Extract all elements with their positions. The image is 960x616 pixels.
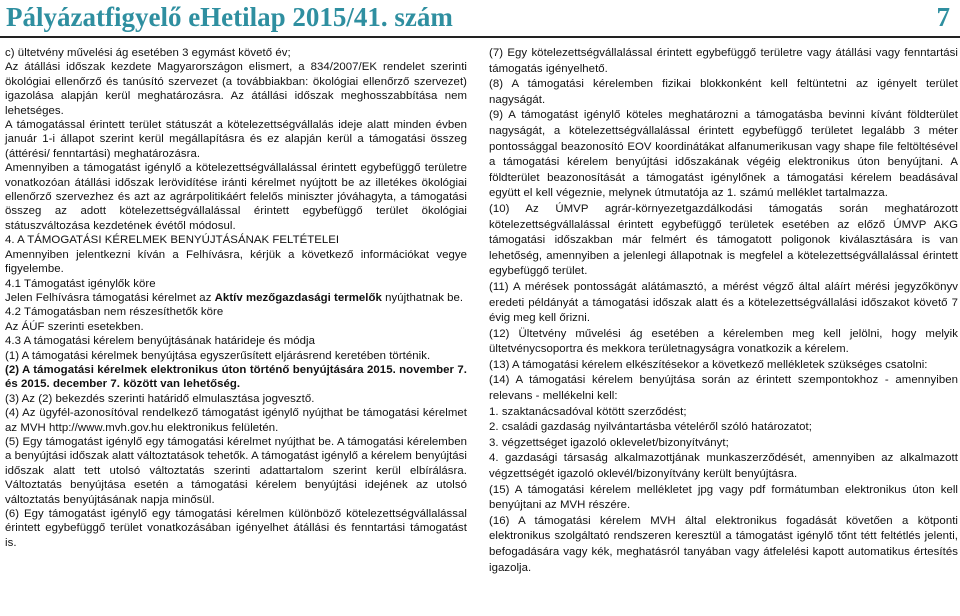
- paragraph: (12) Ültetvény művelési ág esetében a kérelemben meg kell jelölni, hogy melyik ültetvénycsoportra és mekkora területnagyságra vonatkozik a kérelem.: [489, 327, 958, 356]
- paragraph: (11) A mérések pontosságát alátámasztó, a mérést végző által aláírt mérési jegyzőkönyv eredeti példányát a támogatási időszak alatt és a kötelezettségvállalási időszakot követő 7 évig meg kell őrizni.: [489, 280, 958, 325]
- paragraph: (13) A támogatási kérelem elkészítésekor a következő mellékletek szükséges csatolni:: [489, 358, 928, 371]
- paragraph: Amennyiben jelentkezni kíván a Felhívásra, kérjük a következő információkat vegye figyelembe.: [5, 248, 467, 276]
- paragraph: (14) A támogatási kérelem benyújtása során az érintett szempontokhoz - amennyiben relevans - mellékelni kell:: [489, 374, 958, 403]
- list-item: 4. gazdasági társaság alkalmazottjának munkaszerződését, amennyiben az alkalmazott végzettségét igazoló oklevél/bizonyítvány került benyújtásra.: [489, 452, 958, 481]
- paragraph: (1) A támogatási kérelmek benyújtása egyszerűsített eljárásrend keretében történik.: [5, 349, 431, 362]
- paragraph: (4) Az ügyfél-azonosítóval rendelkező támogatást igénylő nyújthat be támogatási kérelmet az MVH http://www.mvh.gov.hu elektronikus felületén.: [5, 407, 467, 434]
- list-item: 2. családi gazdaság nyilvántartásba vételéről szóló határozatot;: [489, 421, 812, 434]
- paragraph: Jelen Felhívásra támogatási kérelmet az Aktív mezőgazdasági termelők nyújthatnak be.: [5, 291, 464, 304]
- list-item: 3. végzettséget igazoló oklevelet/bizonyítványt;: [489, 436, 729, 449]
- paragraph: A támogatással érintett terület státuszát a kötelezettségvállalás ideje alatt minden évben január 1-i állapot szerint kerül megállapításra és ez alapján kerül a támogatási összeg (áttérési/ fenntartási) meghatározásra.: [5, 119, 467, 160]
- subsection-heading: 4.3 A támogatási kérelem benyújtásának határideje és módja: [5, 335, 316, 348]
- paragraph: (10) Az ÚMVP agrár-környezetgazdálkodási támogatás során meghatározott kötelezettségvállalással érintett egybefüggő területek esetében az előző ÚMVP AKG támogatási időszakban már felmért és támogatott poligonok kiválasztására is van lehetőség, amennyiben a jelenlegi állapotnak is megfelel a kötelezettségvállalással érintett egybefüggő terület.: [489, 202, 958, 278]
- subsection-heading: 4.2 Támogatásban nem részesíthetők köre: [5, 306, 224, 319]
- page-header: [0, 0, 960, 38]
- list-item: 1. szaktanácsadóval kötött szerződést;: [489, 405, 687, 418]
- paragraph: (5) Egy támogatást igénylő egy támogatási kérelmet nyújthat be. A támogatási kérelemben a benyújtási időszak alatt változtatások tehetők. A támogatást igénylő a kérelem benyújtási időszak alatt tett utolsó változtatás szerinti adattartalom szerint kerül elbírálásra. Változtatás benyújtása esetén a támogatási kérelem benyújtási idejének az utolsó változtatás benyújtásának napja minősül.: [5, 435, 467, 506]
- paragraph: (7) Egy kötelezettségvállalással érintett egybefüggő területre vagy átállási vagy fenntartási támogatás igényelhető.: [489, 47, 958, 75]
- deadline-paragraph: (2) A támogatási kérelmek elektronikus úton történő benyújtására 2015. november 7. és 2015. december 7. között van lehetőség.: [5, 363, 467, 391]
- paragraph: Amennyiben a támogatást igénylő a kötelezettségvállalással érintett egybefüggő területre vonatkozóan átállási időszak lerövidítése iránti kérelmet nyújtott be az illetékes ökológiai ellenőrző szervezhez és azt az agrárpolitikáért felelős miniszter jóváhagyta, a támogatási összeg az adott kötelezettségvállalással érintett egybefüggő terület ökológiai státuszváltozása kezdetének évétől módosul.: [5, 162, 467, 232]
- paragraph: Az átállási időszak kezdete Magyarországon elismert, a 834/2007/EK rendelet szerinti ökológiai ellenőrző és tanúsító szervezet (a továbbiakban: ökológiai ellenőrző szervezet) igazolása alapján kerül meghatározásra. Az átállási időszak meghosszabbítása nem lehetséges.: [5, 61, 467, 117]
- paragraph: Az ÁÚF szerinti esetekben.: [5, 320, 144, 333]
- paragraph: (9) A támogatást igénylő köteles meghatározni a támogatásba bevinni kívánt földterület nagyságát, a kötelezettségvállalással érintett egybefüggő területet legalább 3 méter pontossággal beazonosító EOV koordinátákat alfanumerikusan vagy shape file feltöltésével a támogatási kérelem benyújtási időszakának végéig elektronikus úton benyújtani. A földterület beazonosítását a támogatást igénylőnek a támogatási kérelem beadásával együtt el kell végeznie, melynek útmutatója az 1. számú melléklet tartalmazza.: [489, 109, 958, 200]
- paragraph: (16) A támogatási kérelem MVH által elektronikus fogadását követően a kötponti elektronikus szolgáltató rendszeren keresztül a támogatást igénylő tőnt tétt feltétlés jelenti, befogadására vagy kék, meghatásról tanyában vagy átfelelési kapott automatikus értesítés igazolja.: [489, 514, 958, 574]
- right-column: [489, 46, 958, 576]
- subsection-heading: 4.1 Támogatást igénylők köre: [5, 277, 156, 290]
- emphasis: Aktív mezőgazdasági termelők: [214, 291, 382, 304]
- left-column: [5, 46, 467, 550]
- paragraph: (6) Egy támogatást igénylő egy támogatási kérelmen különböző kötelezettségvállalással érintett egybefüggő terület vonatkozásában igényelhet átállási és fenntartási támogatást is.: [5, 508, 467, 549]
- paragraph: (3) Az (2) bekezdés szerinti határidő elmulasztása jogvesztő.: [5, 392, 315, 405]
- page-number: 7: [936, 2, 950, 32]
- paragraph: (8) A támogatási kérelemben fizikai blokkonként kell feltüntetni az igényelt terület nagyságát.: [489, 78, 958, 106]
- section-heading: 4. A TÁMOGATÁSI KÉRELMEK BENYÚJTÁSÁNAK FELTÉTELEI: [5, 234, 340, 247]
- paragraph: c) ültetvény művelési ág esetében 3 egymást követő év;: [5, 47, 291, 59]
- publication-title: Pályázatfigyelő eHetilap 2015/41. szám: [6, 2, 453, 32]
- paragraph: (15) A támogatási kérelem mellékletet jpg vagy pdf formátumban elektronikus úton kell benyújtani az MVH részére.: [489, 483, 958, 512]
